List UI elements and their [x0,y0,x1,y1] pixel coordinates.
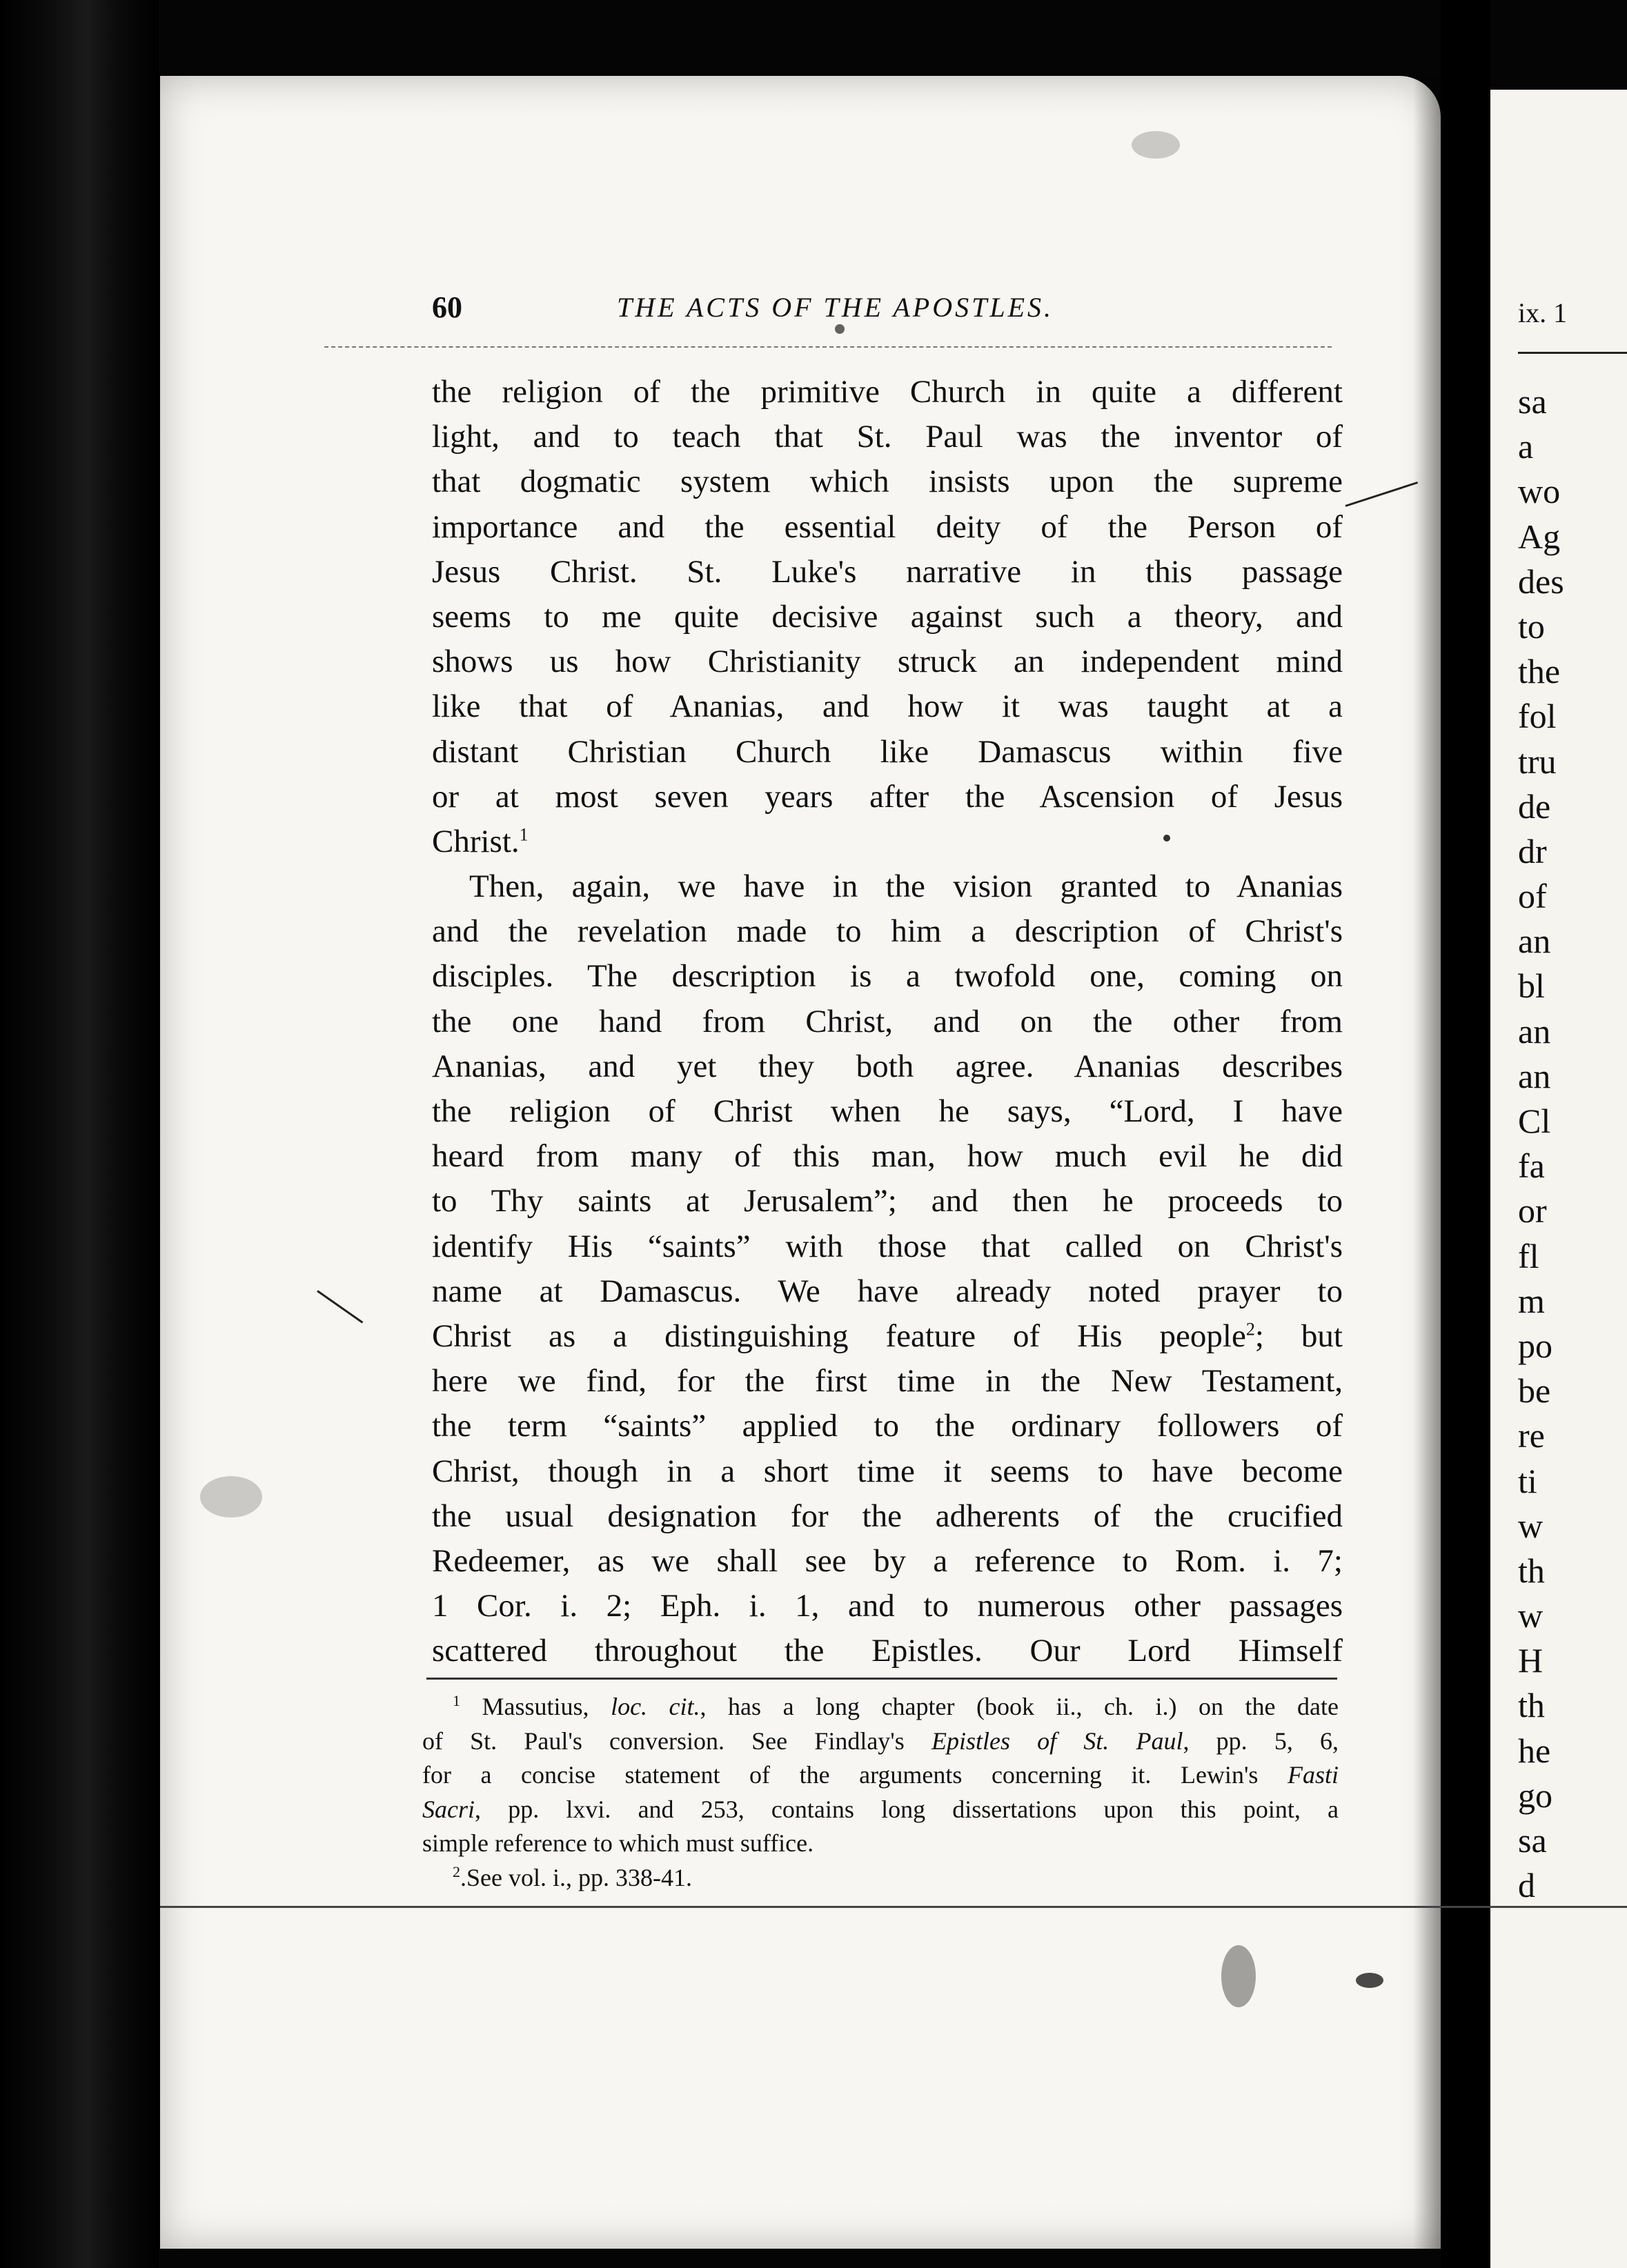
facing-page-line: be [1518,1371,1551,1411]
text-line: here we find, for the first time in the New Testament, [432,1363,1343,1400]
facing-page-line: de [1518,786,1551,826]
text-line [432,819,1343,864]
facing-page-line: H [1518,1641,1544,1680]
text-line-content: Christ as a distinguishing feature of His people [432,1317,1246,1354]
footnote-line: simple reference to which must suffice. [422,1829,814,1858]
page-number: 60 [432,290,462,324]
facing-page-line: fa [1518,1146,1545,1186]
footnote-reference: 2 [1245,1319,1255,1340]
scan-smudge [835,324,845,334]
footnote-citation: Fasti [1287,1761,1339,1789]
facing-page-line: tru [1518,742,1557,781]
facing-page-fragment [1490,90,1627,2268]
running-title: THE ACTS OF THE APOSTLES. [617,292,1054,323]
text-line: scattered throughout the Epistles. Our Lord Himself [432,1633,1343,1669]
text-line: Jesus Christ. St. Luke's narrative in this passage [432,553,1343,590]
footnotes [422,1690,1339,1896]
text-line: distant Christian Church like Damascus within five [432,733,1343,770]
footnote-text: for a concise statement of the arguments concerning it. Lewin's [422,1761,1288,1789]
text-line: identify His “saints” with those that called on Christ's [432,1228,1343,1264]
facing-page-line: an [1518,1011,1551,1051]
facing-page-line: wo [1518,472,1561,511]
text-line: or at most seven years after the Ascension of Jesus [432,778,1343,815]
footnote-reference: 1 [519,824,529,845]
facing-page-line: sa [1518,1821,1547,1860]
facing-page-rule [1518,352,1627,354]
facing-page-line: an [1518,1056,1551,1095]
text-line: name at Damascus. We have already noted prayer to [432,1273,1343,1309]
scan-smudge [1163,835,1170,842]
text-line: seems to me quite decisive against such a theory, and [432,598,1343,635]
text-line: Redeemer, as we shall see by a reference to Rom. i. 7; [432,1542,1343,1579]
text-line: light, and to teach that St. Paul was the inventor of [432,419,1343,455]
footnote-text: , pp. lxvi. and 253, contains long dissertations upon this point, a [475,1795,1339,1823]
facing-page-line: go [1518,1775,1552,1815]
facing-page-line: d [1518,1866,1535,1905]
footnote-text: .See vol. i., pp. 338-41. [460,1863,692,1891]
text-line: the religion of Christ when he says, “Lord, I have [432,1093,1343,1129]
facing-page-line: an [1518,922,1551,961]
text-line-content: Christ. [432,823,520,859]
facing-page-line: th [1518,1686,1545,1725]
text-line: the usual designation for the adherents of the crucified [432,1498,1343,1534]
facing-page-line: Cl [1518,1102,1551,1140]
facing-page-line: the [1518,652,1561,691]
facing-page-line: of [1518,877,1547,916]
facing-page-line: fol [1518,697,1557,736]
scan-smudge [1221,1945,1256,2007]
text-line: disciples. The description is a twofold one, coming on [432,958,1343,995]
header-rule [324,346,1332,348]
text-line-content: ; but [1254,1317,1343,1354]
facing-page-line: po [1518,1326,1552,1365]
text-line: that dogmatic system which insists upon the supreme [432,464,1343,500]
facing-page-line: a [1518,427,1534,466]
footnote-marker: 1 [453,1692,460,1709]
facing-page-line: des [1518,561,1564,601]
facing-page-line: sa [1518,382,1547,421]
facing-page-header: ix. 1 [1518,297,1568,328]
footnote-line [422,1861,1339,1896]
footnote-line [422,1724,1339,1759]
text-line [432,1314,1343,1359]
page-header [432,290,1343,331]
footnote-citation: Sacri [422,1795,475,1823]
text-line: Then, again, we have in the vision granted to Ananias [469,868,1343,905]
facing-page-line: or [1518,1191,1547,1231]
facing-page-line: th [1518,1551,1545,1590]
text-line: 1 Cor. i. 2; Eph. i. 1, and to numerous other passages [432,1588,1343,1624]
footnote-text: Massutius, [482,1693,611,1720]
facing-page-line: Ag [1518,517,1561,556]
scan-smudge [1356,1973,1383,1988]
text-line: shows us how Christianity struck an independent mind [432,644,1343,680]
text-line: heard from many of this man, how much evil he did [432,1138,1343,1175]
text-line: the term “saints” applied to the ordinary followers of [432,1408,1343,1444]
scan-smudge [200,1476,262,1518]
facing-page-lines [1518,379,1564,1908]
text-line: like that of Ananias, and how it was taught at a [432,688,1343,725]
facing-page-line: he [1518,1731,1551,1770]
footnote-line [422,1758,1339,1793]
body-text [432,370,1343,1673]
footnote-text: of St. Paul's conversion. See Findlay's [422,1727,931,1755]
facing-page-line: ti [1518,1461,1537,1500]
book-gutter [1441,0,1490,2268]
footnote-rule [426,1678,1337,1680]
text-line: Ananias, and yet they both agree. Ananias describes [432,1048,1343,1084]
text-line: Christ, though in a short time it seems to have become [432,1453,1343,1489]
footnote-citation: loc. cit. [611,1693,700,1720]
text-line: importance and the essential deity of the Person of [432,508,1343,545]
facing-page-line: bl [1518,966,1545,1006]
footnote-line [422,1690,1339,1724]
scan-bottom-edge [160,1906,1627,1908]
text-line: the religion of the primitive Church in quite a different [432,374,1343,410]
facing-page-line: w [1518,1506,1544,1545]
footnote-line [422,1793,1339,1827]
facing-page-line: m [1518,1281,1545,1320]
text-line: and the revelation made to him a description of Christ's [432,913,1343,950]
footnote-marker: 2 [453,1862,460,1880]
facing-page-line: dr [1518,831,1547,871]
scan-smudge [1132,131,1180,159]
facing-page-line: w [1518,1596,1544,1635]
footnote-text: , pp. 5, 6, [1183,1727,1339,1755]
facing-page-line: to [1518,606,1545,646]
text-line: the one hand from Christ, and on the other from [432,1003,1343,1040]
footnote-citation: Epistles of St. Paul [931,1727,1183,1755]
book-edge-shadow [0,0,159,2268]
footnote-text: , has a long chapter (book ii., ch. i.) on the date [700,1693,1339,1720]
facing-page-line: fl [1518,1236,1539,1275]
facing-page-line: re [1518,1416,1545,1455]
text-line: to Thy saints at Jerusalem”; and then he proceeds to [432,1183,1343,1220]
